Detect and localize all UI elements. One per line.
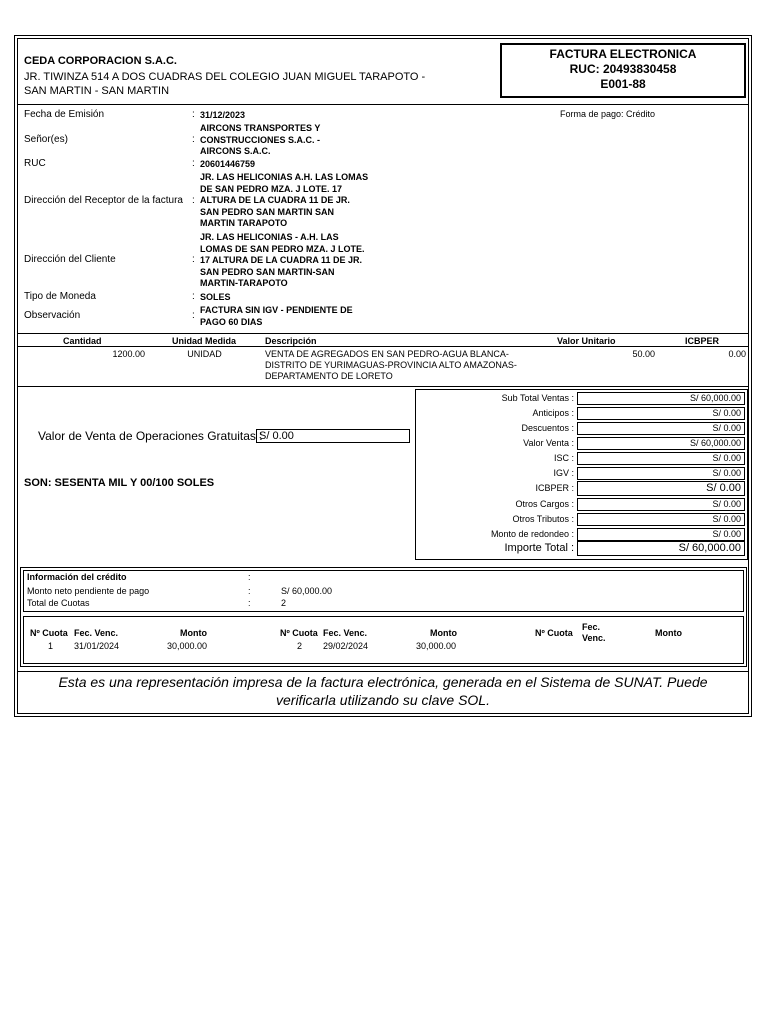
col-nro-cuota: Nº Cuota: [280, 628, 318, 638]
footer-note: Esta es una representación impresa de la factura electrónica, generada en el Sistema de SUNAT. Puede verificarla utilizando su clave SOL.: [58, 674, 708, 708]
dir-cliente-label: Dirección del Cliente: [24, 254, 116, 265]
items-header-divider: [17, 346, 749, 347]
col-monto: Monto: [180, 628, 207, 638]
senor-label: Señor(es): [24, 134, 68, 145]
total-cuotas-label: Total de Cuotas: [27, 598, 90, 608]
total-label: ICBPER :: [535, 483, 574, 493]
row-unidad: UNIDAD: [187, 349, 222, 359]
amount-in-words: SON: SESENTA MIL Y 00/100 SOLES: [24, 477, 215, 489]
total-value: S/ 0.00: [577, 407, 745, 420]
fecha-value: 31/12/2023: [200, 110, 246, 120]
moneda-label: Tipo de Moneda: [24, 291, 96, 302]
total-value: S/ 0.00: [577, 528, 745, 541]
colon: :: [192, 134, 195, 145]
gratuitas-label: Valor de Venta de Operaciones Gratuitas :: [38, 429, 263, 443]
row-icbper: 0.00: [728, 349, 746, 359]
document-type: FACTURA ELECTRONICA: [549, 47, 697, 61]
col-monto: Monto: [655, 628, 682, 638]
document-ruc: RUC: 20493830458: [569, 62, 677, 76]
cuota-number: 1: [48, 641, 54, 651]
col-nro-cuota: Nº Cuota: [535, 628, 573, 638]
colon: :: [192, 109, 195, 120]
colon: :: [192, 310, 195, 321]
total-value: S/ 0.00: [577, 452, 745, 465]
document-id-box: [500, 43, 746, 98]
total-label: IGV :: [553, 468, 574, 478]
document-number: E001-88: [600, 77, 646, 91]
colon: :: [192, 158, 195, 169]
total-label: Anticipos :: [532, 408, 574, 418]
divider: [17, 104, 749, 105]
colon: :: [192, 254, 195, 265]
ruc-label: RUC: [24, 158, 46, 169]
total-value: S/ 60,000.00: [577, 392, 745, 405]
credit-title: Información del crédito: [27, 572, 127, 582]
col-descripcion: Descripción: [265, 336, 317, 346]
dir-receptor-label: Dirección del Receptor de la factura: [24, 195, 183, 206]
moneda-value: SOLES: [200, 292, 231, 302]
dir-receptor-value: JR. LAS HELICONIAS A.H. LAS LOMAS DE SAN PEDRO MZA. J LOTE. 17 ALTURA DE LA CUADRA 11 DE JR. SAN PEDRO SAN MARTIN SAN MARTIN TARAPOTO: [200, 172, 369, 228]
ruc-value: 20601446759: [200, 159, 256, 169]
issuer-address: JR. TIWINZA 514 A DOS CUADRAS DEL COLEGIO JUAN MIGUEL TARAPOTO - SAN MARTIN - SAN MARTIN: [24, 71, 426, 97]
colon: :: [248, 598, 251, 608]
total-value: S/ 0.00: [577, 481, 745, 496]
col-fec-venc: Fec. Venc.: [74, 628, 119, 638]
monto-pendiente-value: S/ 60,000.00: [281, 586, 333, 596]
total-cuotas-value: 2: [281, 598, 287, 608]
row-cantidad: 1200.00: [112, 349, 145, 359]
senor-value: AIRCONS TRANSPORTES Y CONSTRUCCIONES S.A.C. - AIRCONS S.A.C.: [200, 123, 321, 156]
colon: :: [192, 291, 195, 302]
total-value: S/ 0.00: [577, 422, 745, 435]
col-fec-venc: Fec. Venc.: [582, 622, 606, 643]
colon: :: [248, 586, 251, 596]
dir-cliente-value: JR. LAS HELICONIAS - A.H. LAS LOMAS DE SAN PEDRO MZA. J LOTE. 17 ALTURA DE LA CUADRA 11 DE JR. SAN PEDRO SAN MARTIN-SAN MARTIN-TARAPOTO: [200, 232, 365, 288]
row-descripcion: VENTA DE AGREGADOS EN SAN PEDRO-AGUA BLANCA-DISTRITO DE YURIMAGUAS-PROVINCIA ALTO AMAZONAS-DEPARTAMENTO DE LORETO: [265, 349, 517, 381]
importe-total-label: Importe Total :: [504, 542, 574, 554]
monto-pendiente-label: Monto neto pendiente de pago: [27, 586, 150, 596]
total-value: S/ 0.00: [577, 513, 745, 526]
total-label: Otros Cargos :: [515, 499, 574, 509]
cuota-fecha: 29/02/2024: [323, 641, 369, 651]
fecha-label: Fecha de Emisión: [24, 109, 105, 120]
col-nro-cuota: Nº Cuota: [30, 628, 68, 638]
total-label: Descuentos :: [521, 423, 574, 433]
gratuitas-value: S/ 0.00: [256, 429, 410, 443]
col-unidad: Unidad Medida: [172, 336, 237, 346]
colon: :: [248, 572, 251, 582]
issuer-name: CEDA CORPORACION S.A.C.: [24, 55, 177, 67]
forma-pago: Forma de pago: Crédito: [560, 109, 656, 119]
total-label: Sub Total Ventas :: [501, 393, 574, 403]
total-label: ISC :: [553, 453, 574, 463]
col-monto: Monto: [430, 628, 457, 638]
total-value: S/ 60,000.00: [577, 437, 745, 450]
col-icbper: ICBPER: [685, 336, 720, 346]
cuota-monto: 30,000.00: [167, 641, 208, 651]
colon: :: [192, 195, 195, 206]
cuota-number: 2: [297, 641, 303, 651]
cuota-fecha: 31/01/2024: [74, 641, 120, 651]
total-value: S/ 0.00: [577, 467, 745, 480]
total-value: S/ 0.00: [577, 498, 745, 511]
col-valor-unitario: Valor Unitario: [557, 336, 616, 346]
cuota-monto: 30,000.00: [416, 641, 457, 651]
total-label: Valor Venta :: [523, 438, 574, 448]
credit-installments-box: [23, 616, 744, 664]
total-label: Otros Tributos :: [512, 514, 574, 524]
total-label: Monto de redondeo :: [490, 529, 574, 539]
row-valor-unitario: 50.00: [632, 349, 655, 359]
col-fec-venc: Fec. Venc.: [323, 628, 368, 638]
col-cantidad: Cantidad: [63, 336, 102, 346]
observacion-value: FACTURA SIN IGV - PENDIENTE DE PAGO 60 DIAS: [200, 305, 353, 327]
importe-total-value: S/ 60,000.00: [577, 541, 745, 556]
observacion-label: Observación: [24, 310, 81, 321]
